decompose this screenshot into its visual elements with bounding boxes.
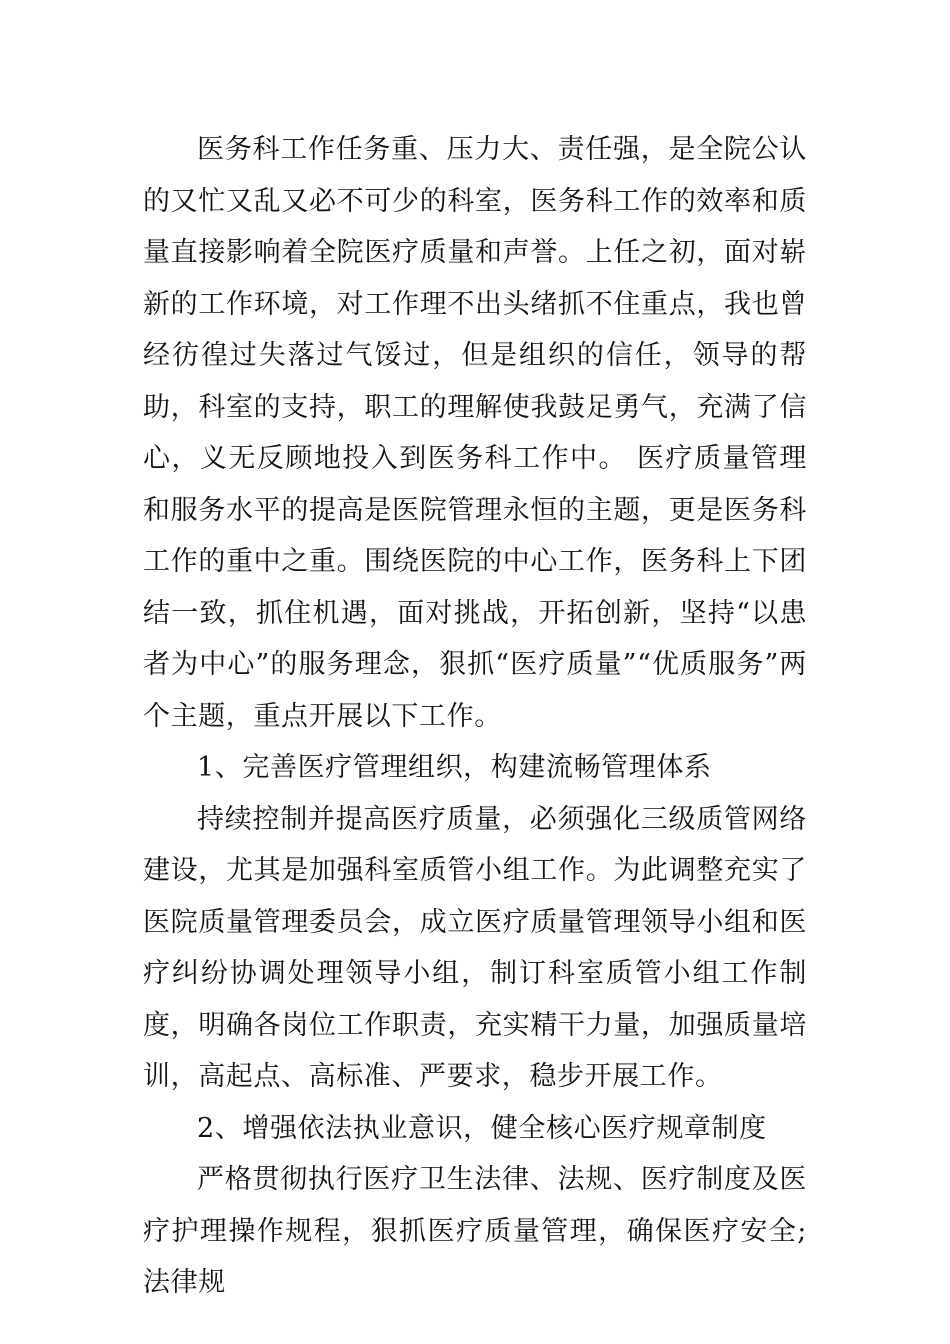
section-heading-2: 2、增强依法执业意识，健全核心医疗规章制度 <box>197 1112 767 1144</box>
section-heading-1: 1、完善医疗管理组织，构建流畅管理体系 <box>197 752 712 783</box>
paragraph-section-1: 持续控制并提高医疗质量，必须强化三级质管网络建设，尤其是加强科室质管小组工作。为此调整充实了医院质量管理委员会，成立医疗质量管理领导小组和医疗纠纷协调处理领导小组，制订科室质管小组工作制度，明确各岗位工作职责，充实精干力量，加强质量培训，高起点、高标准、严要求，稳步开展工作。 <box>143 803 807 1092</box>
paragraph-intro: 医务科工作任务重、压力大、责任强，是全院公认的又忙又乱又必不可少的科室，医务科工作的效率和质量直接影响着全院医疗质量和声誉。上任之初，面对崭新的工作环境，对工作理不出头绪抓不住重点，我也曾经彷徨过失落过气馁过，但是组织的信任，领导的帮助，科室的支持，职工的理解使我鼓足勇气，充满了信心，义无反顾地投入到医务科工作中。 医疗质量管理和服务水平的提高是医院管理永恒的主题，更是医务科工作的重中之重。围绕医院的中心工作，医务科上下团结一致，抓住机遇，面对挑战，开拓创新，坚持“以患者为中心”的服务理念，狠抓“医疗质量”“优质服务”两个主题，重点开展以下工作。 <box>143 134 807 732</box>
document-body <box>143 124 807 1309</box>
paragraph-section-2: 严格贯彻执行医疗卫生法律、法规、医疗制度及医疗护理操作规程，狠抓医疗质量管理，确保医疗安全;法律规 <box>143 1164 807 1298</box>
